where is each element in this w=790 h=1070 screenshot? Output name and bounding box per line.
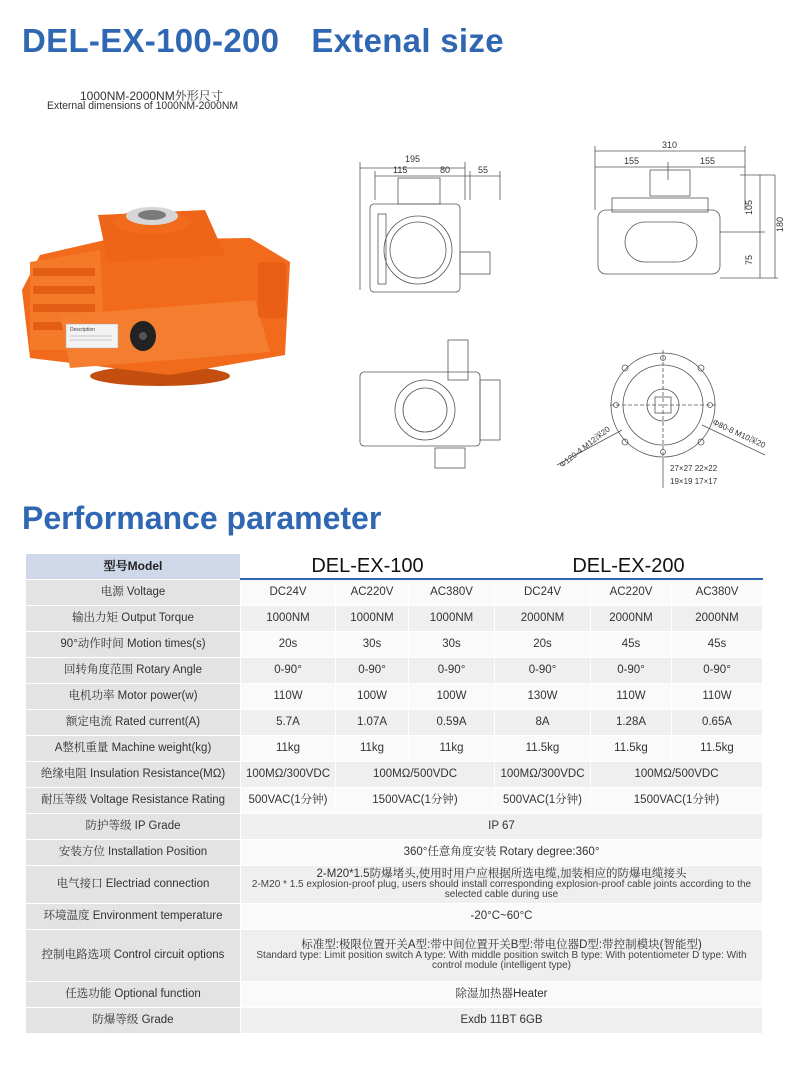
table-row: 耐压等级 Voltage Resistance Rating 500VAC(1分钟) 1500VAC(1分钟) 500VAC(1分钟) 1500VAC(1分钟) (26, 787, 763, 813)
front-view-drawing (360, 162, 500, 292)
table-header-row (26, 554, 763, 580)
svg-text:105: 105 (744, 199, 754, 215)
svg-text:80: 80 (440, 165, 451, 175)
table-row: 额定电流 Rated current(A) 5.7A 1.07A 0.59A 8A 1.28A 0.65A (26, 709, 763, 735)
table-row: 防爆等级 Grade Exdb 11BT 6GB (26, 1007, 763, 1033)
table-row: 安装方位 Installation Position 360°任意角度安装 Rotary degree:360° (26, 839, 763, 865)
svg-text:155: 155 (700, 156, 716, 166)
front-view-dimensions (393, 154, 488, 175)
table-row: 任选功能 Optional function 除湿加热器Heater (26, 981, 763, 1007)
page-title: DEL-EX-100-200 Extenal size (22, 22, 504, 59)
table-row: 防护等级 IP Grade IP 67 (26, 813, 763, 839)
table-row: 控制电路选项 Control circuit options 标准型:极限位置开关A型:带中间位置开关B型:带电位器D型:带控制模块(智能型) Standard type: Limit position switch A type: With middle position switch B type: With potentiometer D type: With control module (intelligent type) (26, 929, 763, 981)
top-view-drawing (360, 340, 500, 468)
svg-text:Φ120-4 M12深20: Φ120-4 M12深20 (557, 424, 612, 470)
model-b-header: DEL-EX-200 (495, 554, 763, 580)
performance-table (25, 553, 763, 1034)
nameplate-text: Description (70, 327, 96, 333)
dimension-drawings (0, 0, 790, 500)
actuator-photo (22, 207, 290, 386)
table-row: 电机功率 Motor power(w) 110W 100W 100W 130W 110W 110W (26, 683, 763, 709)
table-row: 绝缘电阻 Insulation Resistance(MΩ) 100MΩ/300VDC 100MΩ/500VDC 100MΩ/300VDC 100MΩ/500VDC (26, 761, 763, 787)
svg-text:27×27 22×22: 27×27 22×22 (670, 464, 718, 473)
side-view-dimensions (624, 140, 785, 265)
subtitle-en: External dimensions of 1000NM-2000NM (47, 100, 239, 112)
subtitle-cn: 1000NM-2000NM外形尺寸 (80, 89, 223, 103)
section-title-performance: Performance parameter (22, 500, 382, 536)
table-row: 输出力矩 Output Torque 1000NM 1000NM 1000NM 2000NM 2000NM 2000NM (26, 605, 763, 631)
svg-text:195: 195 (405, 154, 421, 164)
base-flange-labels (558, 418, 767, 486)
table-row: 电源 Voltage DC24V AC220V AC380V DC24V AC220V AC380V (26, 579, 763, 605)
svg-text:19×19 17×17: 19×19 17×17 (670, 477, 718, 486)
svg-text:155: 155 (624, 156, 640, 166)
table-row: 环境温度 Environment temperature -20°C~60°C (26, 903, 763, 929)
table-row: 电气接口 Electriad connection 2-M20*1.5防爆堵头,使用时用户应根据所选电缆,加装相应的防爆电缆接头 2-M20 * 1.5 explosion-proof plug, users should install corresponding explosion-proof cable joints according to the selected cable during use (26, 865, 763, 903)
svg-text:75: 75 (744, 254, 754, 265)
model-a-header: DEL-EX-100 (241, 554, 495, 580)
svg-text:310: 310 (662, 140, 678, 150)
svg-text:180: 180 (775, 216, 785, 232)
table-row: A整机重量 Machine weight(kg) 11kg 11kg 11kg 11.5kg 11.5kg 11.5kg (26, 735, 763, 761)
base-flange-drawing (557, 350, 765, 488)
svg-text:115: 115 (393, 165, 408, 175)
table-row: 90°动作时间 Motion times(s) 20s 30s 30s 20s 45s 45s (26, 631, 763, 657)
model-header: 型号Model (26, 554, 241, 580)
table-row: 回转角度范围 Rotary Angle 0-90° 0-90° 0-90° 0-90° 0-90° 0-90° (26, 657, 763, 683)
svg-text:Φ80-8 M10深20: Φ80-8 M10深20 (711, 417, 767, 450)
svg-text:55: 55 (478, 165, 489, 175)
